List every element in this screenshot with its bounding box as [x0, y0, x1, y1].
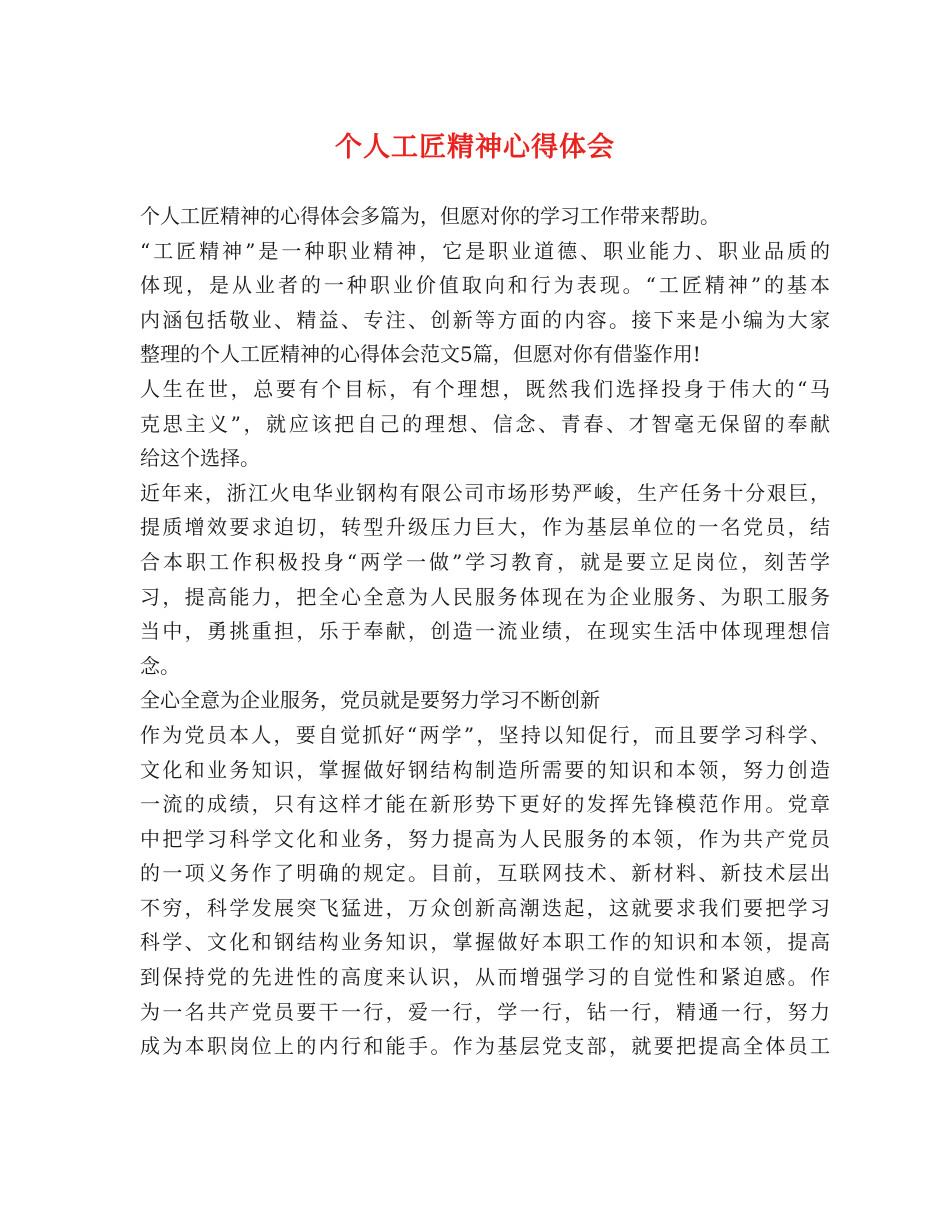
body-line: 内涵包括敬业、精益、专注、创新等方面的内容。接下来是小编为大家: [140, 307, 830, 332]
body-line: 中把学习科学文化和业务，努力提高为人民服务的本领，作为共产党员: [140, 826, 830, 851]
body-line: 合本职工作积极投身“两学一做”学习教育，就是要立足岗位，刻苦学: [140, 549, 830, 574]
body-line: 到保持党的先进性的高度来认识，从而增强学习的自觉性和紧迫感。作: [140, 965, 830, 990]
body-line: 不穷，科学发展突飞猛进，万众创新高潮迭起，这就要求我们要把学习: [140, 895, 830, 920]
body-line: 作为党员本人，要自觉抓好“两学”，坚持以知促行，而且要学习科学、: [140, 722, 830, 747]
body-line: 习，提高能力，把全心全意为人民服务体现在为企业服务、为职工服务: [140, 584, 830, 609]
body-line: 成为本职岗位上的内行和能手。作为基层党支部，就要把提高全体员工: [140, 1034, 830, 1059]
body-line: 文化和业务知识，掌握做好钢结构制造所需要的知识和本领，努力创造: [140, 757, 830, 782]
body-line: 个人工匠精神的心得体会多篇为，但愿对你的学习工作带来帮助。: [140, 204, 720, 228]
body-line: 克思主义”，就应该把自己的理想、信念、青春、才智毫无保留的奉献: [140, 411, 830, 436]
document-body: [140, 199, 830, 1064]
body-line: 科学、文化和钢结构业务知识，掌握做好本职工作的知识和本领，提高: [140, 930, 830, 955]
body-line: 整理的个人工匠精神的心得体会范文5篇，但愿对你有借鉴作用!: [140, 342, 701, 367]
body-line: 全心全意为企业服务，党员就是要努力学习不断创新: [140, 688, 600, 713]
body-line: 近年来，浙江火电华业钢构有限公司市场形势严峻，生产任务十分艰巨，: [140, 480, 830, 505]
body-line: 为一名共产党员要干一行，爱一行，学一行，钻一行，精通一行，努力: [140, 999, 830, 1024]
body-line: “工匠精神”是一种职业精神，它是职业道德、职业能力、职业品质的: [140, 238, 830, 263]
body-line: 的一项义务作了明确的规定。目前，互联网技术、新材料、新技术层出: [140, 861, 830, 886]
body-line: 人生在世，总要有个目标，有个理想，既然我们选择投身于伟大的“马: [140, 376, 830, 401]
document-title: 个人工匠精神心得体会: [335, 132, 615, 163]
body-line: 给这个选择。: [140, 446, 260, 471]
body-line: 一流的成绩，只有这样才能在新形势下更好的发挥先锋模范作用。党章: [140, 792, 830, 817]
body-line: 提质增效要求迫切，转型升级压力巨大，作为基层单位的一名党员，结: [140, 515, 830, 540]
body-line: 体现，是从业者的一种职业价值取向和行为表现。“工匠精神”的基本: [140, 273, 830, 298]
body-line: 念。: [140, 653, 180, 678]
body-line: 当中，勇挑重担，乐于奉献，创造一流业绩，在现实生活中体现理想信: [140, 619, 830, 644]
